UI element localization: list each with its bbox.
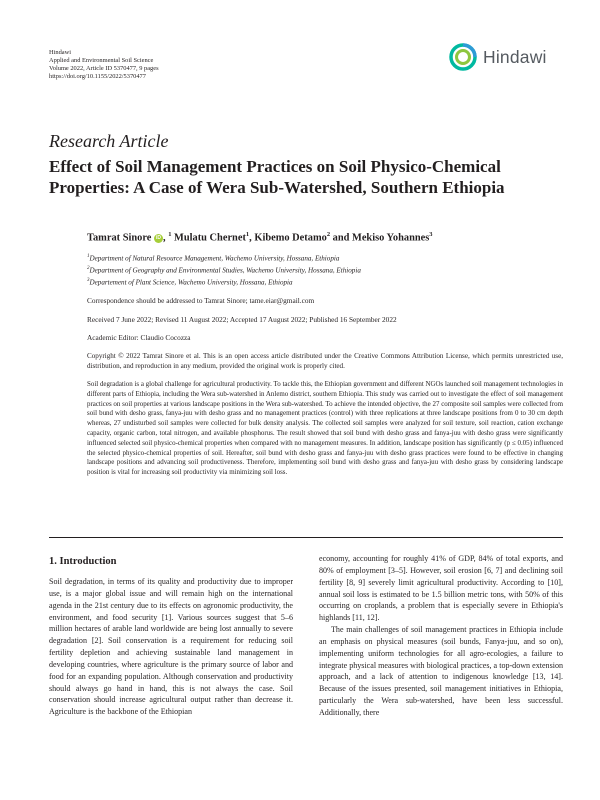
logo-wordmark: Hindawi [483,46,547,67]
publisher-name: Hindawi [49,49,72,56]
author-name[interactable]: Tamrat Sinore [87,232,152,244]
abstract: Soil degradation is a global challenge for agricultural productivity. To tackle this, the Ethiopian government and different NGOs launched soil management technologies in different parts of Ethiopia, including the Wera sub-watershed in Anlemo district, southern Ethiopia. This study was carried out to investigate the effect of soil management practices on soil properties at various landscape positions in the Wera sub-watershed. To achieve the intended objective, the 27 composite soil samples were collected from soil bund with desho grass, fanya-juu with desho grass and no management practices (control) with three replications at three landscape positions from 0 to 30 cm depth whereas, 27 undisturbed soil samples were collected for bulk density analysis. The collected soil samples were analyzed for soil texture, soil reaction, cation exchange capacity, organic carbon, total nitrogen, and available phosphorus. The result showed that soil bund with desho grass and fanya-juu with desho grass were significantly influenced selected soil physico-chemical properties when compared with no management measures. In addition, landscape position has significantly (p ≤ 0.05) influenced the selected physico-chemical properties of soil. Hereafter, soil bund with desho grass and fanya-juu with desho grass practices were found to be effective in changing landscape positions and advancing soil productiveness. Therefore, implementing soil bund with desho grass and fanya-juu with desho grass by considering landscape position is vital for increasing soil productivity via minimizing soil loss. [87,380,563,477]
body-paragraph: economy, accounting for roughly 41% of GDP, 84% of total exports, and 80% of employment [3–5]. However, soil erosion [6, 7] and declining soil fertility [8, 9] severely limit agricultural productivity. According to [10], annual soil loss is estimated to be 1.5 billion metric tons, with 50% of this occurring on croplands, a problem that is especially severe in Ethiopia's highlands [11, 12]. [319,554,563,623]
correspondence: Correspondence should be addressed to Tamrat Sinore; tame.eiar@gmail.com [87,296,315,305]
section-divider [49,537,563,538]
body-paragraph: The main challenges of soil management practices in Ethiopia include an emphasis on physical measures (soil bunds, Fanya-juu, and so on), implementing uniform technologies for all agro-ecologies, a failure to integrate physical measures with biological practices, a top-down extension approach, and a lack of attention to indigenous knowledge [13, 14]. Because of the issues presented, soil management initiatives in Ethiopia, particularly the Wera sub-watershed, have been less successful. Additionally, there [319,625,563,717]
academic-editor: Academic Editor: Claudio Cocozza [87,333,191,342]
body-column-left [49,576,293,718]
affiliation-2: $^2$Department of Geography and Environmental Studies, Wachemo University, Hossana, Ethiopia [87,266,361,275]
author-name[interactable]: Kibemo Detamo [254,232,327,244]
affiliation-3: $^3$Departement of Plant Science, Wachemo University, Hossana, Ethiopia [87,278,293,287]
author-list: Tamrat Sinore iD , $^1$ Mulatu Chernet$^1$, Kibemo Detamo$^2$ and Mekiso Yohannes$^3$ [87,231,433,244]
orcid-icon[interactable]: iD [155,235,161,242]
author-name[interactable]: Mulatu Chernet [174,232,246,244]
journal-name: Applied and Environmental Soil Science [49,57,154,65]
article-type: Research Article [49,131,169,151]
journal-info [49,49,159,81]
publisher-logo [448,42,547,72]
author-affil-ref: 2 [326,231,331,238]
volume-info: Volume 2022, Article ID 5370477, 9 pages [49,65,159,73]
body-column-right [319,553,563,719]
body-paragraph: Soil degradation, in terms of its quality and productivity due to improper use, is a major global issue and will remain high on the international agenda in the 21st century due to its effects on agronomic productivity, the environment, and food security [1]. Various sources suggest that 5–6 million hectares of arable land worldwide are being lost annually to severe degradation [2]. Soil conservation is a requirement for reducing soil fertility depletion and achieving sustainable land management in developing countries, where agriculture is the primary source of labor and food for an expanding population. Although conservation and productivity should always go hand in hand, this is not always the case. Soil conservation should increase agricultural output rather than decrease it. Agriculture is the backbone of the Ethiopian [49,577,293,717]
author-affil-ref: 1 [168,231,172,238]
author-affil-ref: 3 [429,231,433,238]
affiliation-1: $^1$Department of Natural Resource Management, Wachemo University, Hossana, Ethiopia [87,254,340,263]
author-name[interactable]: Mekiso Yohannes [352,232,430,244]
section-heading: 1. Introduction [49,556,117,567]
doi-link[interactable]: https://doi.org/10.1155/2022/5370477 [49,73,146,81]
copyright-notice: Copyright © 2022 Tamrat Sinore et al. This is an open access article distributed under the Creative Commons Attribution License, which permits unrestricted use, distribution, and reproduction in any medium, provided the original work is properly cited. [87,352,563,370]
author-affil-ref: 1 [245,231,250,238]
paper-title: Effect of Soil Management Practices on Soil Physico-Chemical Properties: A Case of Wera Sub-Watershed, Southern Ethiopia [49,157,505,197]
publication-dates: Received 7 June 2022; Revised 11 August 2022; Accepted 17 August 2022; Published 16 September 2022 [87,315,397,324]
hindawi-logo-icon [448,42,478,72]
